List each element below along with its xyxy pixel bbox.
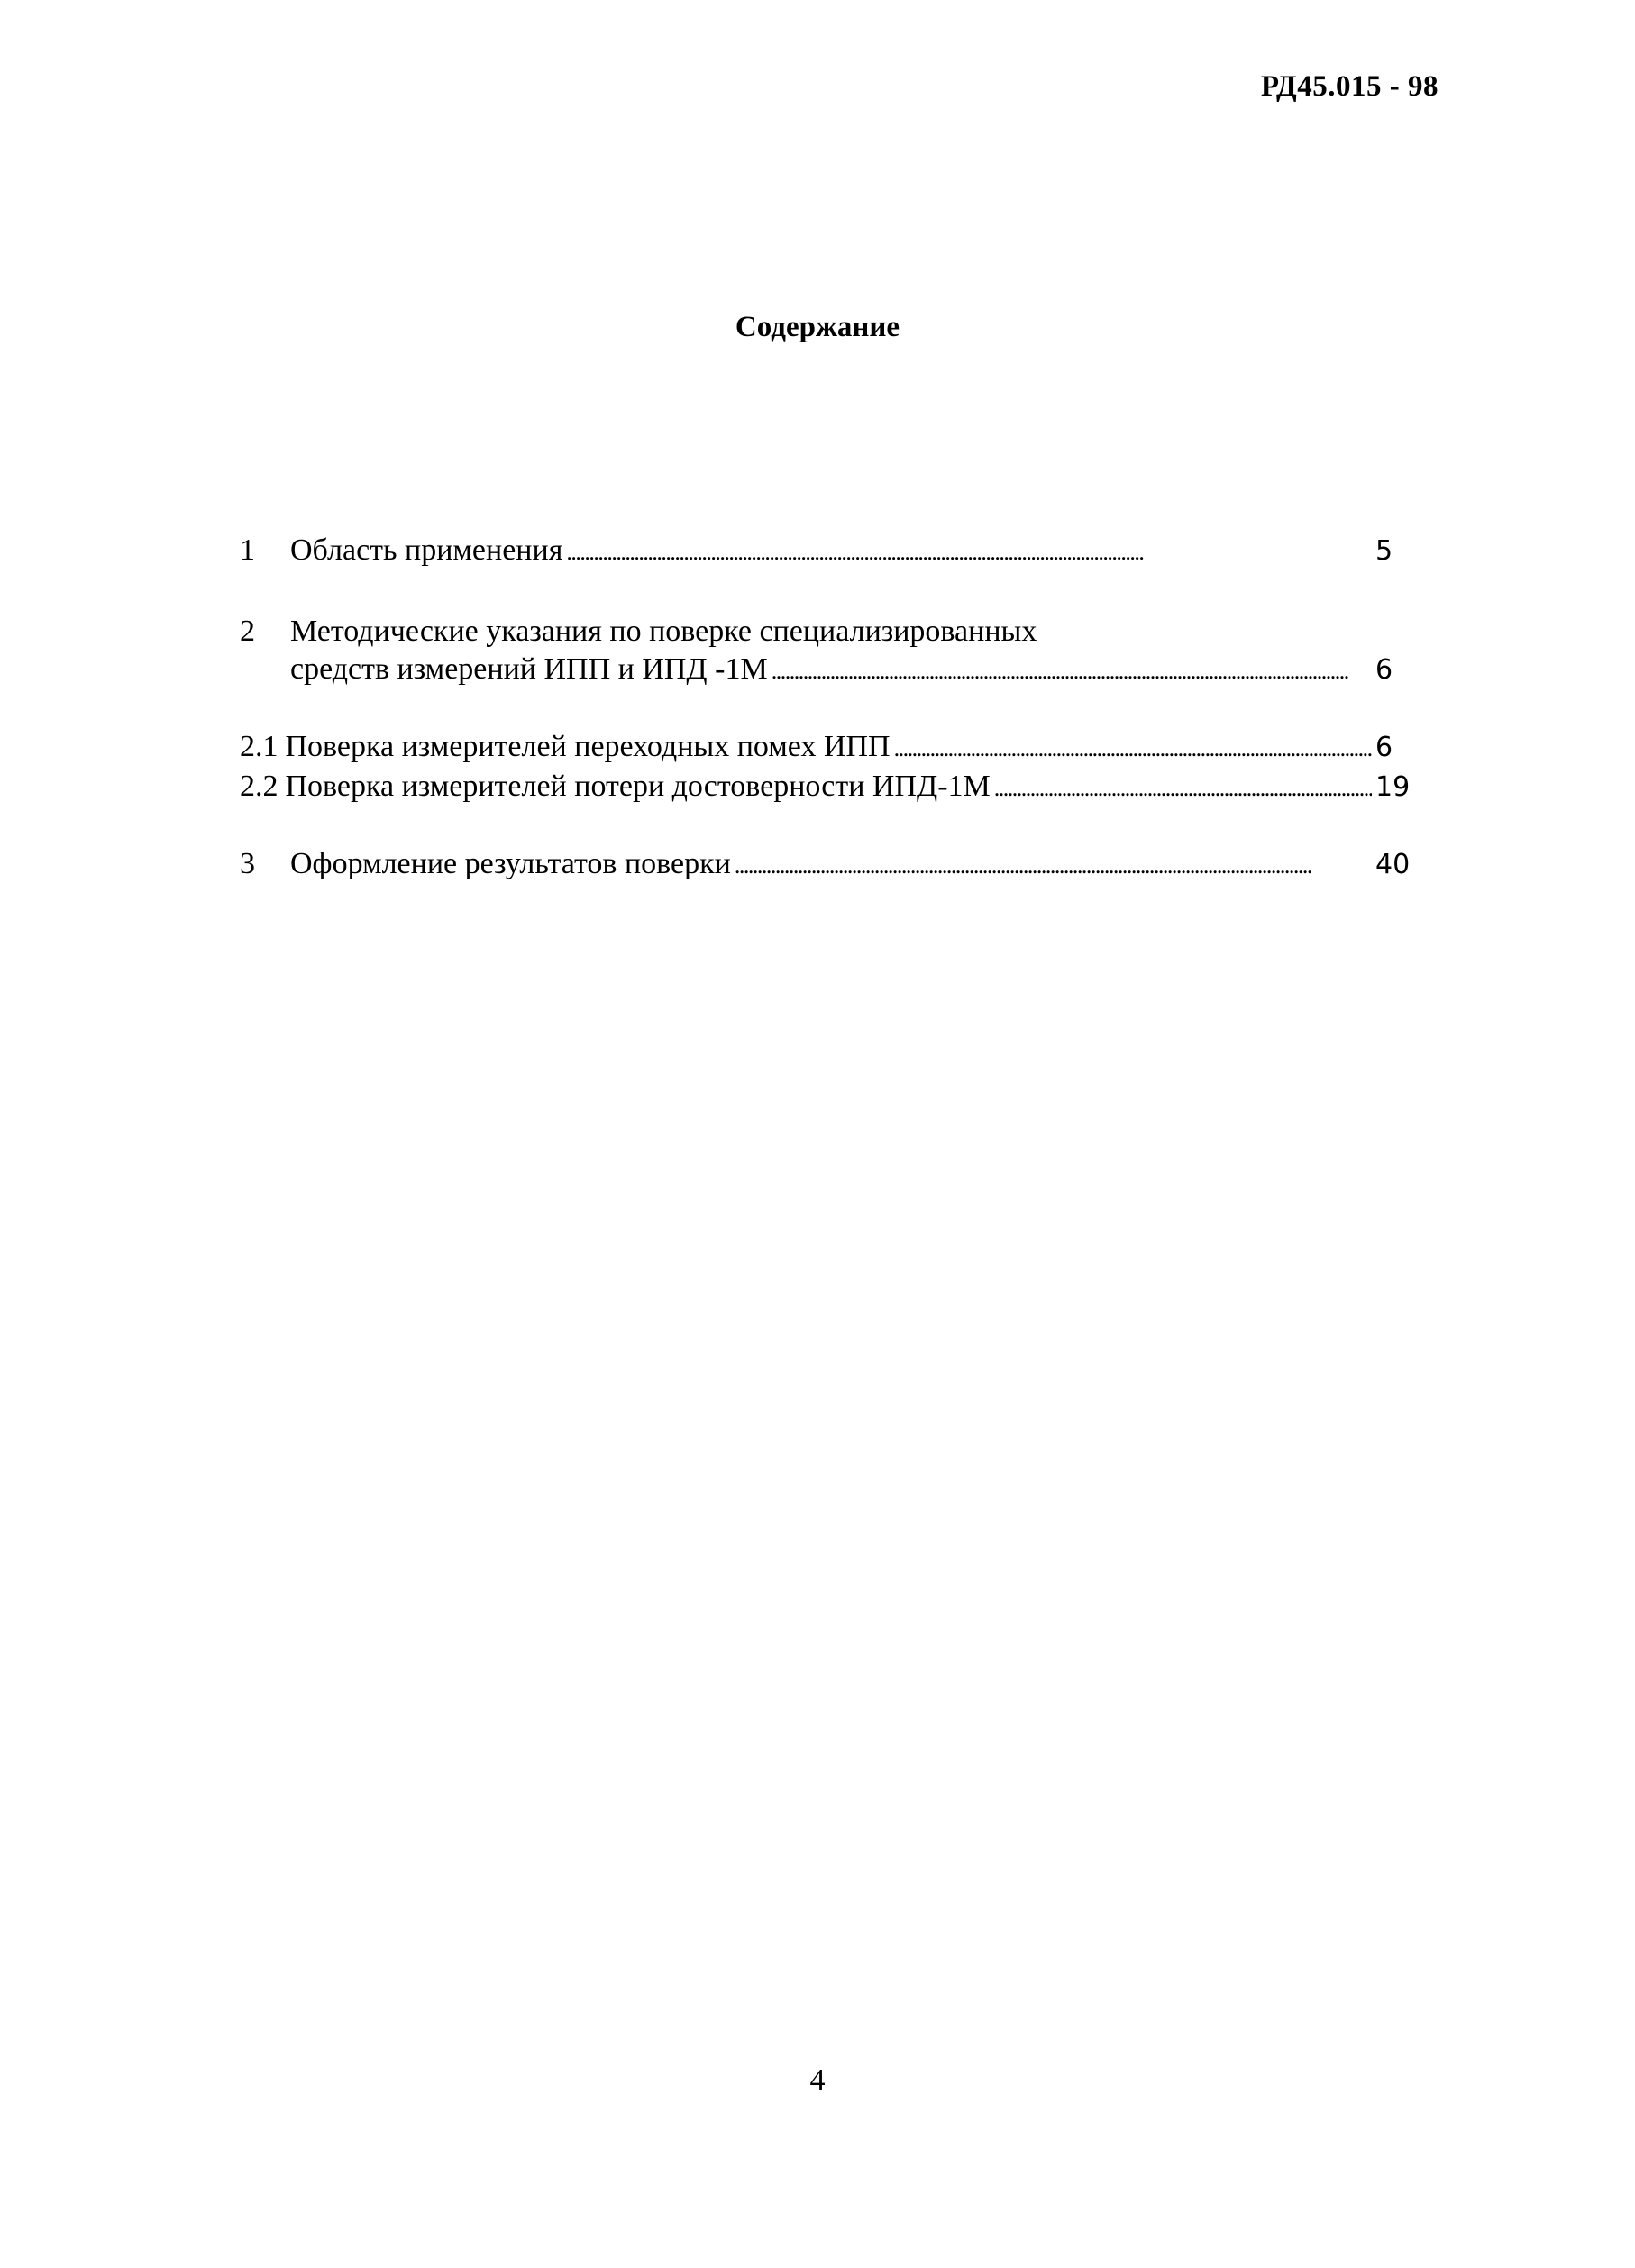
toc-row [240,613,1411,651]
toc-entry-2-2 [240,768,1411,807]
toc-leader-dots [772,652,1372,690]
toc-entry-label: Оформление результатов поверки [290,847,731,880]
toc-entry-page: 19 [1375,771,1411,803]
toc-entry-2-1 [240,728,1411,768]
toc-row [240,768,1411,807]
toc-row [240,532,1411,571]
toc-entry-number: 2 [240,615,255,648]
toc-row [240,728,1411,768]
toc-entry-label-line1: Методические указания по поверке специализированных [290,615,1037,648]
toc-entry-label: Поверка измерителей переходных помех ИПП [285,730,891,763]
toc-entry-2 [240,613,1411,690]
toc-row-continuation [240,651,1411,690]
toc-leader-dots [894,730,1372,768]
toc-title: Содержание [735,311,900,343]
toc-leader-dots [994,770,1372,807]
toc-entry-number: 3 [240,847,255,880]
toc-entry-3 [240,845,1411,885]
document-code: РД45.015 - 98 [1260,70,1439,103]
toc-entry-page: 6 [1375,654,1393,686]
toc-row [240,845,1411,885]
toc-entry-number: 2.2 [240,770,279,803]
toc-entry-1 [240,532,1411,571]
toc-entry-number: 1 [240,533,255,567]
toc-entry-number: 2.1 [240,730,279,763]
toc-leader-dots [566,533,1372,571]
toc-entry-page: 5 [1375,535,1393,567]
toc-entry-page: 6 [1375,732,1393,763]
toc-entry-label: Поверка измерителей потери достоверности ИПД-1М [285,770,991,803]
toc-entry-page: 40 [1375,849,1411,880]
toc-leader-dots [735,847,1372,885]
toc-entry-label: Область применения [290,533,563,567]
page-number: 4 [809,2063,826,2097]
toc-entry-label-line2: средств измерений ИПП и ИПД -1М [290,652,768,686]
